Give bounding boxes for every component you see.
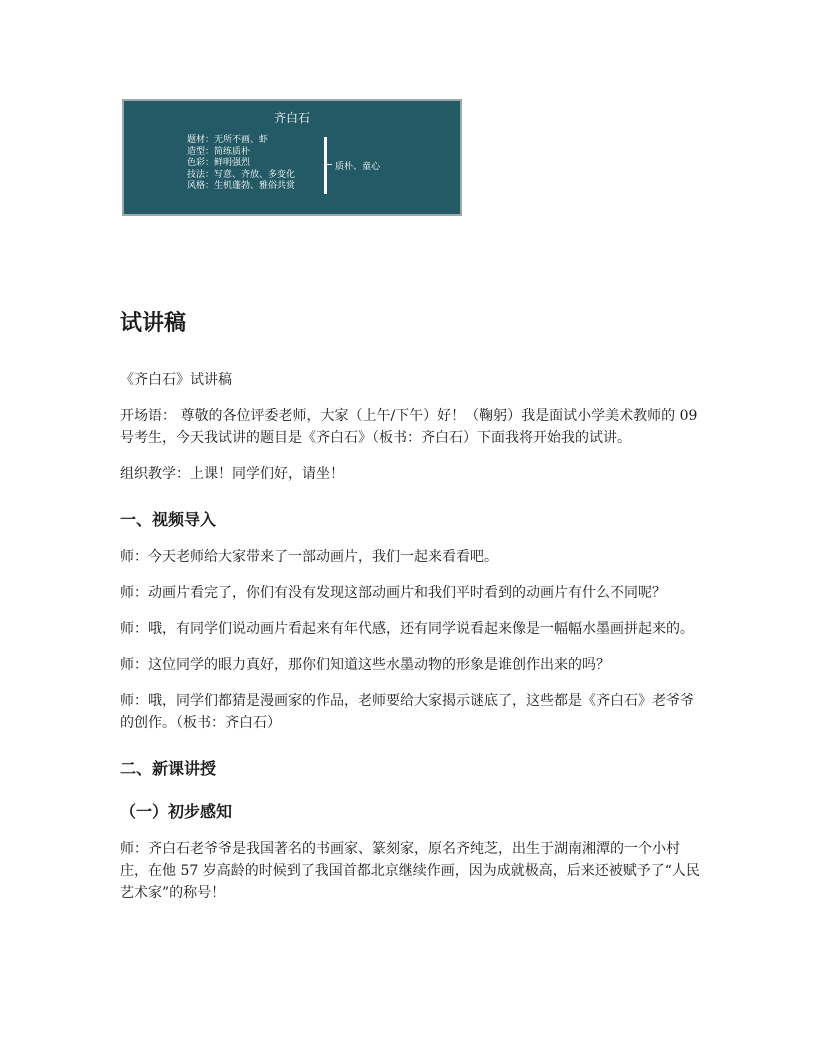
board-point-technique: 技法：写意、齐放、多变化 bbox=[187, 169, 296, 180]
opening-paragraph: 开场语： 尊敬的各位评委老师，大家（上午/下午）好！（鞠躬）我是面试小学美术教师的 09 号考生，今天我试讲的题目是《齐白石》（板书：齐白石）下面我将开始我的试讲。 bbox=[120, 408, 698, 446]
document-body bbox=[120, 306, 700, 918]
board-title: 齐白石 bbox=[273, 111, 310, 125]
paragraph: 师：今天老师给大家带来了一部动画片，我们一起来看看吧。 bbox=[120, 549, 498, 565]
board-point-style: 风格：生机蓬勃、雅俗共赏 bbox=[187, 181, 296, 191]
board-point-color: 色彩：鲜明强烈 bbox=[187, 158, 251, 168]
paragraph: 师：这位同学的眼力真好，那你们知道这些水墨动物的形象是谁创作出来的吗？ bbox=[120, 657, 610, 673]
paragraph: 师：哦，同学们都猜是漫画家的作品，老师要给大家揭示谜底了，这些都是《齐白石》老爷爷的创作。（板书：齐白石） bbox=[120, 693, 694, 731]
organize-paragraph: 组织教学：上课！同学们好，请坐！ bbox=[120, 466, 344, 482]
board-point-subject: 题材：无所不画、虾 bbox=[187, 135, 269, 145]
board-summary-text: 质朴、童心 bbox=[335, 162, 381, 172]
subsection-heading-initial-perception: （一）初步感知 bbox=[120, 802, 233, 821]
board-point-form: 造型：简练质朴 bbox=[187, 146, 251, 157]
paragraph: 师：齐白石老爷爷是我国著名的书画家、篆刻家，原名齐纯芝，出生于湖南湘潭的一个小村庄，在他 57 岁高龄的时候到了我国首都北京继续作画，因为成就极高，后来还被赋予了“人民艺术家”的称号！ bbox=[120, 841, 700, 901]
blackboard-summary bbox=[122, 99, 462, 216]
document-title: 试讲稿 bbox=[120, 311, 187, 336]
board-points bbox=[187, 135, 295, 193]
board-brace bbox=[324, 137, 327, 194]
paragraph: 师：动画片看完了，你们有没有发现这部动画片和我们平时看到的动画片有什么不同呢？ bbox=[120, 585, 666, 601]
board-brace-tick bbox=[327, 164, 332, 165]
section-heading-video-intro: 一、视频导入 bbox=[120, 510, 217, 529]
section-heading-new-lesson: 二、新课讲授 bbox=[120, 759, 217, 778]
paragraph: 师：哦，有同学们说动画片看起来有年代感，还有同学说看起来像是一幅幅水墨画拼起来的。 bbox=[120, 621, 694, 637]
document-subtitle: 《齐白石》试讲稿 bbox=[120, 372, 232, 388]
